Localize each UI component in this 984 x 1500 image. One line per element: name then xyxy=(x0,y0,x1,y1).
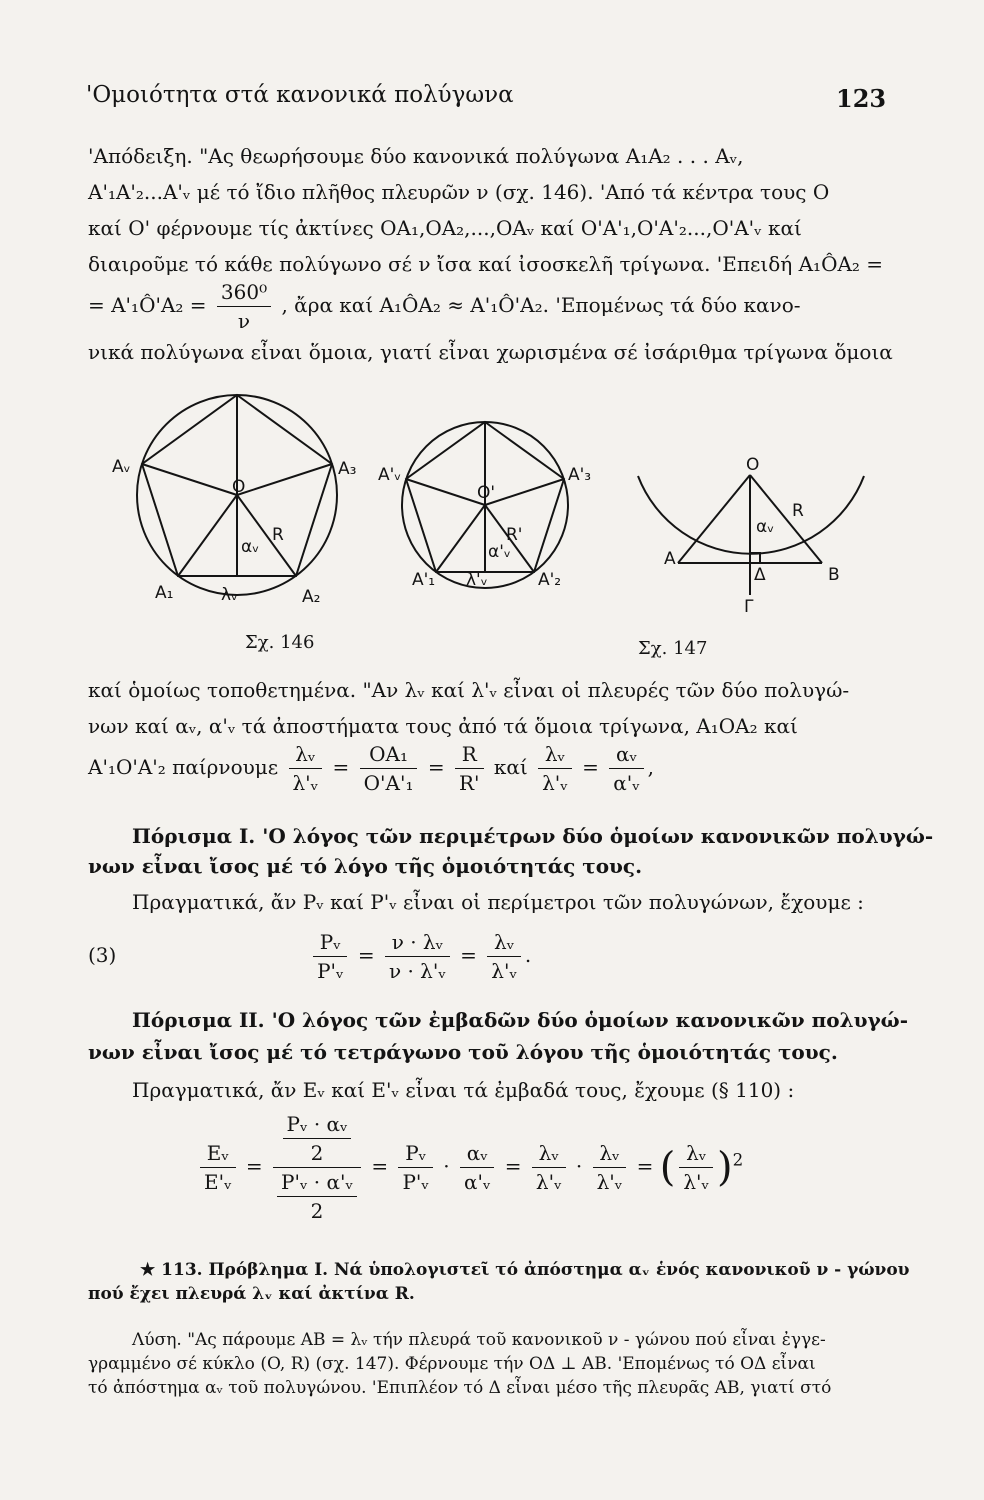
frac xyxy=(593,1139,627,1196)
frac-den: α'ᵥ xyxy=(463,1170,491,1194)
fig147-radius xyxy=(678,475,750,563)
label-A-147: A xyxy=(664,549,676,569)
frac-num: λᵥ xyxy=(538,740,572,769)
porisma1-text: Πραγματικά, ἄν Pᵥ καί P'ᵥ εἶναι οἱ περίμετροι τῶν πολυγώνων, ἔχουμε : xyxy=(132,890,864,914)
frac xyxy=(200,1139,236,1196)
proof-line-2: A'₁A'₂...A'ᵥ μέ τό ἴδιο πλῆθος πλευρῶν ν (σχ. 146). 'Από τά κέντρα τους O xyxy=(88,180,830,204)
frac xyxy=(460,1139,494,1196)
frac-num: 360⁰ xyxy=(217,278,271,307)
solution-line-1: Λύση. "Ας πάρουμε AB = λᵥ τήν πλευρά τοῦ κανονικοῦ ν - γώνου πού εἶναι ἐγγε- xyxy=(132,1330,826,1350)
frac-den: λ'ᵥ xyxy=(683,1170,709,1194)
frac-num: R xyxy=(455,740,484,769)
fraction-360-nu xyxy=(217,278,271,335)
label-R-147: R xyxy=(792,501,804,521)
fig146-radius xyxy=(142,464,237,495)
frac-den: P'ᵥ xyxy=(402,1170,429,1194)
frac-den: λ'ᵥ xyxy=(292,771,319,795)
fig146b-radius xyxy=(436,505,485,572)
paren-close: ) xyxy=(716,1144,733,1191)
label-O: O xyxy=(232,477,246,497)
page-header-title: 'Ομοιότητα στά κανονικά πολύγωνα xyxy=(86,82,514,108)
label-O-prime: O' xyxy=(477,483,496,503)
exponent: 2 xyxy=(732,1150,744,1170)
fig146-radius xyxy=(237,464,332,495)
proof-line-5 xyxy=(88,278,801,335)
frac xyxy=(313,928,347,985)
porisma1-title-2: νων εἶναι ἴσος μέ τό λόγο τῆς ὁμοιότητάς τους. xyxy=(88,854,643,878)
label-A2-prime: A'₂ xyxy=(538,570,562,590)
area-equation: $\frac{\text{Eᵥ}}{\text{E'ᵥ}}$ = $\frac{\frac{\text{Pᵥ · αᵥ}}{2}}{\frac{\text{P'ᵥ · α'ᵥ}}{2}}$ = $\frac{\text{Pᵥ}}{\text{P'ᵥ}}$ · $\frac{\text{αᵥ}}{\text{α'ᵥ}}$ = $\frac{\text{λᵥ}}{\text{λ'ᵥ}}$ · $\frac{\text{λᵥ}}{\text{λ'ᵥ}}$ = ( $\frac{\text{λᵥ}}{\text{λ'ᵥ}}$ )$^2$ xyxy=(196,1110,743,1225)
frac xyxy=(277,1168,357,1225)
label-O-147: O xyxy=(746,455,760,475)
frac-den: 2 xyxy=(310,1141,324,1165)
frac-den: λ'ᵥ xyxy=(491,959,517,983)
label-A1: A₁ xyxy=(155,583,174,603)
figures-146-147 xyxy=(0,380,984,640)
proof-line-4: διαιροῦμε τό κάθε πολύγωνο σέ ν ἴσα καί ἰσοσκελῆ τρίγωνα. 'Επειδή A₁ÔA₂ = xyxy=(88,252,884,276)
label-A3: A₃ xyxy=(338,459,357,479)
angle-eq: = A'₁Ô'A₂ = xyxy=(88,293,207,317)
frac xyxy=(532,1139,566,1196)
porisma2-text: Πραγματικά, ἄν Eᵥ καί E'ᵥ εἶναι τά ἐμβαδά τους, ἔχουμε (§ 110) : xyxy=(132,1078,795,1102)
frac xyxy=(385,928,450,985)
frac-den: λ'ᵥ xyxy=(542,771,568,795)
label-alpha: αᵥ xyxy=(241,537,260,557)
frac-num: λᵥ xyxy=(593,1139,627,1168)
frac xyxy=(455,740,484,797)
frac-den: ν · λ'ᵥ xyxy=(388,959,446,983)
frac-den: λ'ᵥ xyxy=(535,1170,562,1194)
equation-3: (3) $\frac{\text{Pᵥ}}{\text{P'ᵥ}}$ = $\frac{\text{ν · λᵥ}}{\text{ν · λ'ᵥ}}$ = $\frac{\text{λᵥ}}{\text{λ'ᵥ}}$ . xyxy=(88,930,532,983)
label-B-147: B xyxy=(828,565,840,585)
fig146b-radius xyxy=(485,479,564,505)
label-alpha-prime: α'ᵥ xyxy=(488,542,511,562)
frac-den: λ'ᵥ xyxy=(596,1170,623,1194)
fig146b-radius xyxy=(406,479,485,505)
frac xyxy=(609,740,643,797)
frac-num: Pᵥ · αᵥ xyxy=(283,1110,352,1139)
problem-title-2: πού ἔχει πλευρά λᵥ καί ἀκτίνα R. xyxy=(88,1284,415,1304)
ratio-kai: καί xyxy=(493,755,528,779)
frac xyxy=(487,928,521,985)
label-A-nu-prime: A'ᵥ xyxy=(378,465,402,485)
frac-num: Pᵥ xyxy=(398,1139,432,1168)
frac-num: λᵥ xyxy=(487,928,521,957)
frac-num: λᵥ xyxy=(289,740,323,769)
compound-den xyxy=(273,1168,361,1225)
label-A1-prime: A'₁ xyxy=(412,570,436,590)
frac xyxy=(538,740,572,797)
fig146-radius xyxy=(178,495,237,576)
fig146-radius xyxy=(237,495,296,576)
label-lambda-prime: λ'ᵥ xyxy=(466,570,488,590)
frac-num: Pᵥ xyxy=(313,928,347,957)
body-line-8: νων καί αᵥ, α'ᵥ τά ἀποστήματα τους ἀπό τά ὅμοια τρίγωνα, A₁OA₂ καί xyxy=(88,714,798,738)
porisma2-title: Πόρισμα II. 'Ο λόγος τῶν ἐμβαδῶν δύο ὁμοίων κανονικῶν πολυγώ- xyxy=(132,1008,909,1032)
body-line-7: καί ὁμοίως τοποθετημένα. "Αν λᵥ καί λ'ᵥ εἶναι οἱ πλευρές τῶν δύο πολυγώ- xyxy=(88,678,850,702)
frac-den: R' xyxy=(458,771,480,795)
page-number: 123 xyxy=(836,84,887,113)
frac-num: ν · λᵥ xyxy=(385,928,450,957)
frac-den: ν xyxy=(237,309,251,333)
frac-num: OA₁ xyxy=(360,740,418,769)
label-alpha-147: αᵥ xyxy=(756,517,775,537)
frac-den: α'ᵥ xyxy=(613,771,640,795)
ratio-equation: A'₁O'A'₂ παίρνουμε $\frac{\text{λᵥ}}{\text{λ'ᵥ}}$ = $\frac{\text{OA₁}}{\text{O'A'₁}}$ = $\frac{R}{R'}$ καί $\frac{\text{λᵥ}}{\text{λ'ᵥ}}$ = $\frac{\text{αᵥ}}{\text{α'ᵥ}}$ , xyxy=(88,742,655,795)
frac-num: αᵥ xyxy=(609,740,643,769)
frac-num: λᵥ xyxy=(679,1139,713,1168)
frac-den: P'ᵥ xyxy=(317,959,344,983)
proof-line-3: καί O' φέρνουμε τίς ἀκτίνες OA₁,OA₂,...,OAᵥ καί O'A'₁,O'A'₂...,O'A'ᵥ καί xyxy=(88,216,802,240)
label-G-147: Γ xyxy=(744,597,754,617)
solution-line-3: τό ἀπόστημα αᵥ τοῦ πολυγώνου. 'Επιπλέον τό Δ εἶναι μέσο τῆς πλευρᾶς AB, γιατί στό xyxy=(88,1378,832,1398)
label-D-147: Δ xyxy=(754,565,766,585)
porisma2-title-2: νων εἶναι ἴσος μέ τό τετράγωνο τοῦ λόγου τῆς ὁμοιότητάς τους. xyxy=(88,1040,838,1064)
label-A3-prime: A'₃ xyxy=(568,465,592,485)
caption-fig146: Σχ. 146 xyxy=(245,632,315,653)
frac-den: 2 xyxy=(310,1199,324,1223)
label-R-prime: R' xyxy=(506,525,523,545)
frac xyxy=(283,1110,352,1167)
ratio-pre: A'₁O'A'₂ παίρνουμε xyxy=(88,755,279,779)
compound-num xyxy=(273,1110,361,1168)
label-R: R xyxy=(272,525,284,545)
frac-num: λᵥ xyxy=(532,1139,566,1168)
frac xyxy=(289,740,323,797)
frac-num: αᵥ xyxy=(460,1139,494,1168)
paren-open: ( xyxy=(659,1144,676,1191)
solution-line-2: γραμμένο σέ κύκλο (O, R) (σχ. 147). Φέρνουμε τήν OΔ ⊥ AB. 'Επομένως τό OΔ εἶναι xyxy=(88,1354,816,1374)
equation-label: (3) xyxy=(88,943,117,967)
label-A-nu: Aᵥ xyxy=(112,457,131,477)
frac-den: O'A'₁ xyxy=(363,771,414,795)
label-A2: A₂ xyxy=(302,587,321,607)
frac-den: E'ᵥ xyxy=(204,1170,232,1194)
proof-line-1: 'Απόδειξη. "Ας θεωρήσουμε δύο κανονικά πολύγωνα A₁A₂ . . . Aᵥ, xyxy=(88,144,744,168)
label-lambda: λᵥ xyxy=(221,585,239,605)
proof-line-6: νικά πολύγωνα εἶναι ὅμοια, γιατί εἶναι χωρισμένα σέ ἰσάριθμα τρίγωνα ὅμοια xyxy=(88,340,893,364)
frac xyxy=(398,1139,432,1196)
frac-num: P'ᵥ · α'ᵥ xyxy=(277,1168,357,1197)
problem-title: ★ 113. Πρόβλημα I. Νά ὑπολογιστεῖ τό ἀπόστημα αᵥ ἑνός κανονικοῦ ν - γώνου xyxy=(140,1260,910,1280)
frac xyxy=(360,740,418,797)
frac xyxy=(679,1139,713,1196)
frac-num: Eᵥ xyxy=(200,1139,236,1168)
caption-fig147: Σχ. 147 xyxy=(638,638,708,659)
porisma1-title: Πόρισμα I. 'Ο λόγος τῶν περιμέτρων δύο ὁμοίων κανονικῶν πολυγώ- xyxy=(132,824,934,848)
angle-eq-rest: , ἄρα καί A₁ÔA₂ ≈ A'₁Ô'A₂. 'Επομένως τά δύο κανο- xyxy=(281,293,801,317)
compound-frac xyxy=(273,1110,361,1225)
